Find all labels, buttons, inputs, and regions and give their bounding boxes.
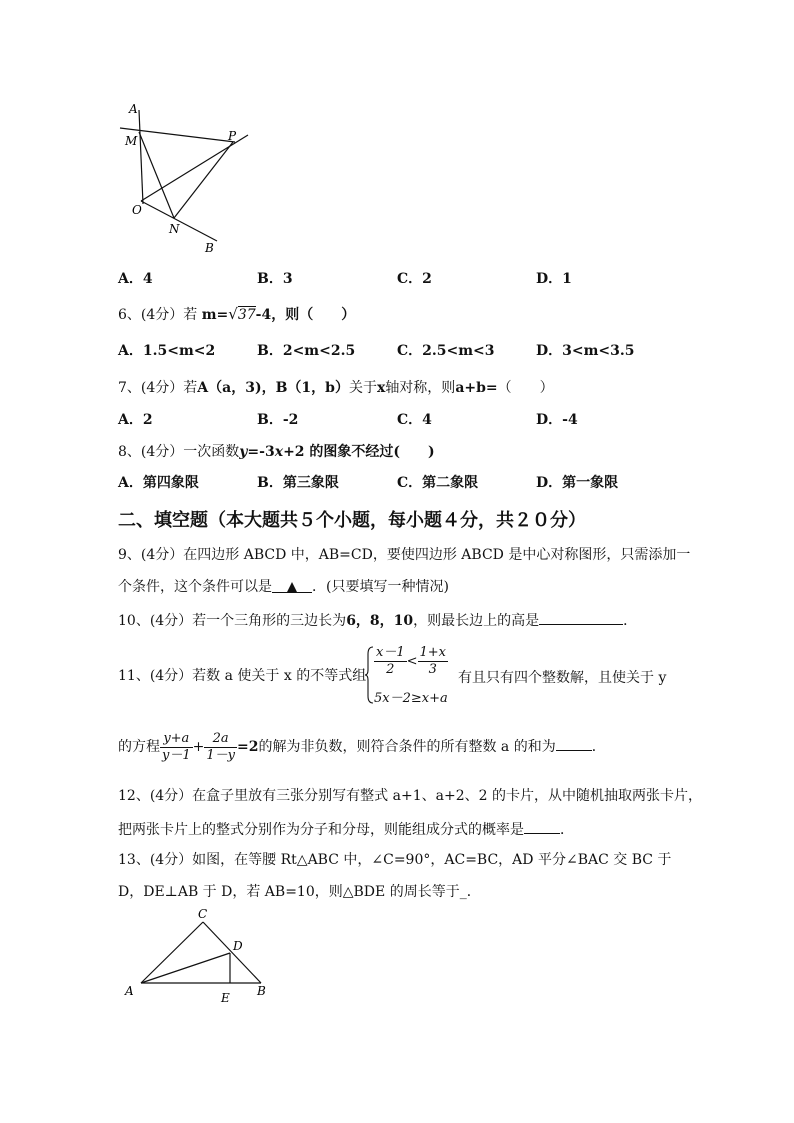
q5-option-a[interactable]: A．4 [118, 271, 153, 287]
q11-stem-part1: 11、(4分）若数 a 使关于 x 的不等式组 [118, 668, 367, 684]
inequality-2: 5x－2≥x+a [374, 691, 448, 706]
q10-answer-blank[interactable] [539, 610, 623, 625]
q5-option-d[interactable]: D．1 [536, 271, 572, 287]
label-e: E [221, 991, 230, 1005]
label-a: A [129, 102, 138, 116]
line-np [174, 142, 233, 218]
q7-stem: 7、(4分）若A（a，3)，B（1，b）关于x轴对称，则a+b=（ ） [118, 380, 554, 396]
q9-answer-blank[interactable] [272, 578, 312, 593]
q5-option-b[interactable]: B．3 [257, 271, 293, 287]
q11-stem-part2: 有且只有四个整数解，且使关于 y [458, 670, 667, 686]
q13-line-2: D，DE⊥AB 于 D，若 AB=10，则△BDE 的周长等于_． [118, 884, 481, 900]
line-om [139, 110, 143, 204]
q6-option-b[interactable]: B．2<m<2.5 [257, 343, 356, 359]
label-d: D [233, 939, 243, 953]
q8-option-a[interactable]: A．第四象限 [118, 475, 199, 491]
q8-option-c[interactable]: C．第二象限 [397, 475, 479, 491]
q6-stem: 6、(4分）若 m=√37-4，则（ ） [118, 305, 356, 323]
q12-line-1: 12、(4分）在盒子里放有三张分别写有整式 a+1、a+2、2 的卡片，从中随机抽取两张卡片， [118, 788, 702, 804]
q12-answer-blank[interactable] [524, 819, 560, 834]
q10-stem: 10、(4分）若一个三角形的三边长为6，8，10，则最长边上的高是 ． [118, 610, 637, 630]
q8-option-d[interactable]: D．第一象限 [536, 475, 619, 491]
section-title: 二、填空题（本大题共５个小题，每小题４分，共２０分） [118, 510, 586, 531]
q7-option-a[interactable]: A．2 [118, 412, 153, 428]
q7-option-b[interactable]: B．-2 [257, 412, 299, 428]
label-b: B [257, 984, 266, 998]
label-a: A [125, 984, 134, 998]
fraction-2: $\frac{2a}{1-y}$ [206, 730, 235, 763]
q13-line-1: 13、(4分）如图，在等腰 Rt△ABC 中，∠C=90°，AC=BC，AD 平分∠BAC 交 BC 于 [118, 852, 672, 868]
q12-line-2: 把两张卡片上的整式分别作为分子和分母，则能组成分式的概率是 ． [118, 819, 574, 839]
label-c: C [198, 907, 208, 921]
q6-option-c[interactable]: C．2.5<m<3 [397, 343, 495, 359]
fraction-1: $\frac{y+a}{y-1}$ [162, 730, 191, 763]
q11-answer-blank[interactable] [556, 736, 592, 751]
segment-ad [141, 953, 230, 983]
side-ac [141, 922, 203, 983]
inequality-1: $\frac{x-1}{2}$ < $\frac{1+x}{3}$ [376, 645, 447, 677]
q9-line-1: 9、(4分）在四边形 ABCD 中，AB=CD，要使四边形 ABCD 是中心对称图形，只需添加一 [118, 547, 691, 563]
line-mn [139, 132, 174, 218]
label-o: O [132, 203, 142, 217]
q8-option-b[interactable]: B．第三象限 [257, 475, 339, 491]
triangle-marker-icon: ▲ [286, 579, 298, 595]
q7-option-d[interactable]: D．-4 [536, 412, 578, 428]
label-p: P [228, 129, 237, 143]
sqrt-symbol: √ [228, 305, 238, 323]
label-b: B [205, 241, 214, 255]
q6-option-d[interactable]: D．3<m<3.5 [536, 343, 635, 359]
side-cb [203, 922, 261, 983]
geometry-figure-angle [115, 98, 255, 258]
q5-option-c[interactable]: C．2 [397, 271, 432, 287]
q8-stem: 8、(4分）一次函数y=-3x+2 的图象不经过( ) [118, 444, 435, 460]
q11-line-2: 的方程 $\frac{y+a}{y-1}$ + $\frac{2a}{1-y}$ =2的解为非负数，则符合条件的所有整数 a 的和为 ． [118, 730, 606, 763]
q7-option-c[interactable]: C．4 [397, 412, 432, 428]
q9-line-2: 个条件，这个条件可以是 ▲ ．(只要填写一种情况) [118, 579, 449, 595]
label-m: M [125, 134, 138, 148]
geometry-figure-triangle [115, 905, 280, 1010]
q6-option-a[interactable]: A．1.5<m<2 [118, 343, 216, 359]
label-n: N [169, 222, 180, 236]
